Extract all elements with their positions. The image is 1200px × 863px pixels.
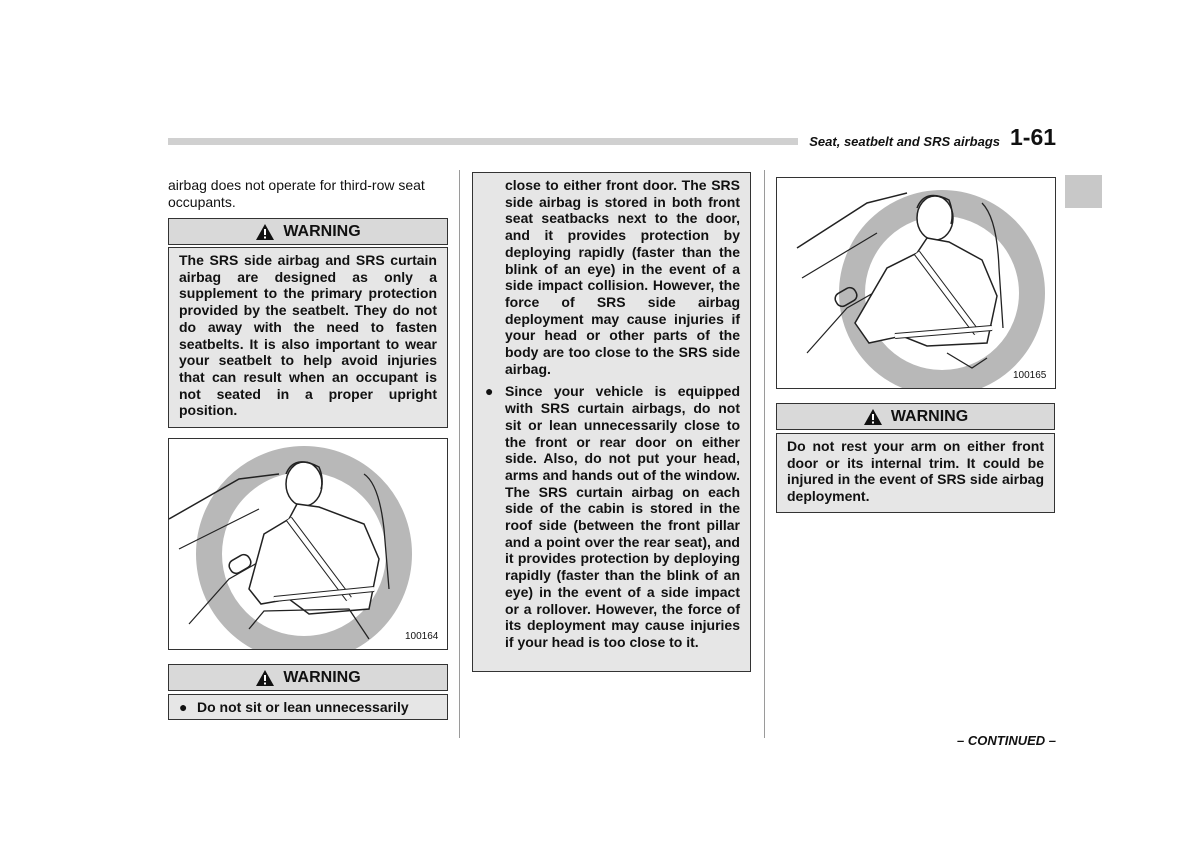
- page-number: 1-61: [1010, 124, 1057, 150]
- warning-text: Since your vehicle is equipped with SRS curtain airbags, do not sit or lean unnecessarily close to the front or rear door on either side. Also, do not put your head, arms and hands out of the window. The SRS curtain airbag on each side of the cabin is stored in the roof side (between the front pillar and a point over the rear seat), and it provides protection by deploying rapidly (faster than the blink of an eye) in the event of a side impact or a rollover. However, the force of its deployment may cause injuries if your head is too close to it.: [505, 383, 740, 650]
- warning-header: [168, 664, 448, 691]
- warning-triangle-icon: [255, 223, 275, 241]
- figure-id: 100165: [1013, 370, 1047, 381]
- column-divider: [459, 170, 460, 738]
- bullet-icon: ●: [179, 699, 188, 715]
- continued-label: – CONTINUED –: [957, 733, 1056, 748]
- warning-title: WARNING: [283, 222, 361, 240]
- warning-title: WARNING: [283, 668, 361, 686]
- warning-body: [168, 694, 448, 720]
- bullet-icon: ●: [485, 383, 494, 400]
- seatbelt-figure: [776, 177, 1056, 389]
- seated-occupant-illustration: [169, 439, 447, 649]
- warning-triangle-icon: [863, 408, 883, 426]
- warning-continuation: [472, 172, 751, 672]
- header-rule: [168, 138, 798, 145]
- warning-title: WARNING: [890, 407, 969, 425]
- seatbelt-figure: [168, 438, 448, 650]
- warning-body: The SRS side airbag and SRS curtain airbag are designed as only a supplement to the primary protection provided by the seatbelt. They do not do away with the need to fasten seatbelts. It is also important to wear your seatbelt to help avoid injuries that can result when an occupant is not seated in a proper upright position.: [168, 247, 448, 428]
- warning-header: [776, 403, 1055, 430]
- warning-body: Do not rest your arm on either front door or its internal trim. It could be injured in the event of SRS side airbag deployment.: [776, 433, 1055, 513]
- column-divider: [764, 170, 765, 738]
- section-title: Seat, seatbelt and SRS airbags: [809, 134, 1000, 149]
- intro-text: airbag does not operate for third-row seat occupants.: [168, 177, 425, 210]
- warning-text: Do not sit or lean unnecessarily: [197, 699, 409, 715]
- warning-header: [168, 218, 448, 245]
- figure-id: 100164: [405, 631, 439, 642]
- seated-occupant-illustration: [777, 178, 1055, 388]
- warning-text: close to either front door. The SRS side airbag is stored in both front seat seatbacks next to the door, and it provides protection by deploying rapidly (faster than the blink of an eye) in the event of a side impact collision. However, the force of SRS side airbag deployment may cause injuries if your head or other parts of the body are too close to the SRS side airbag.: [505, 177, 740, 377]
- warning-triangle-icon: [255, 669, 275, 687]
- chapter-tab: [1065, 175, 1102, 208]
